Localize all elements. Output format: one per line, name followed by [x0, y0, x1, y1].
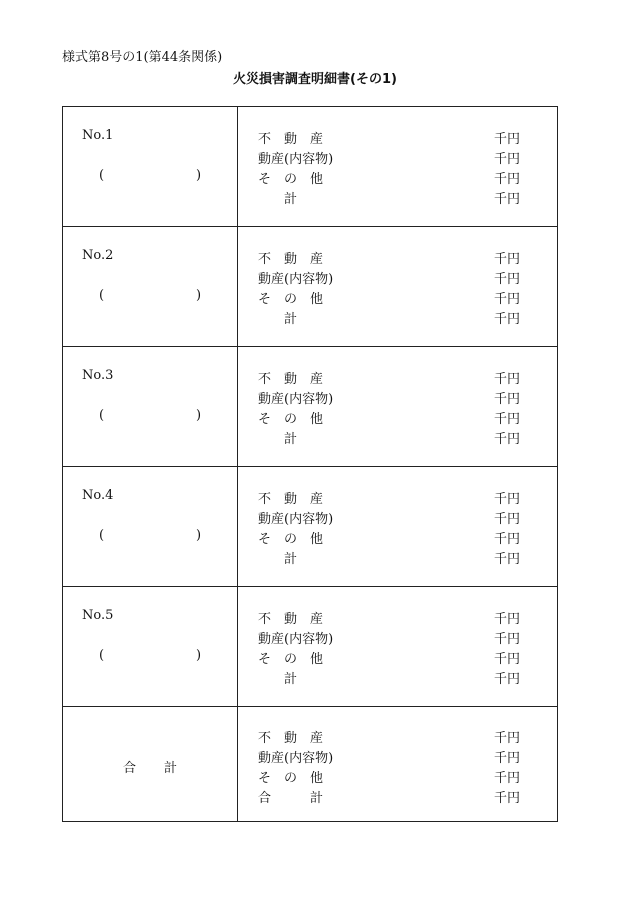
- line-label: そ の 他: [258, 172, 324, 187]
- total-label-b: 計: [164, 761, 178, 776]
- table-row: [63, 227, 557, 347]
- line-item-real-estate: [238, 727, 557, 747]
- unit-label: 千円: [494, 771, 521, 786]
- paren-open: (: [99, 408, 105, 423]
- unit-label: 千円: [494, 652, 521, 667]
- unit-label: 千円: [494, 272, 521, 287]
- unit-label: 千円: [494, 552, 521, 567]
- line-item-movables: [238, 747, 557, 767]
- entry-number: No.2: [82, 248, 114, 263]
- total-label-a: 合: [123, 761, 137, 776]
- unit-label: 千円: [494, 432, 521, 447]
- paren-open: (: [99, 648, 105, 663]
- unit-label: 千円: [494, 152, 521, 167]
- line-item-other: [238, 767, 557, 787]
- unit-label: 千円: [494, 192, 521, 207]
- line-item-movables: [238, 508, 557, 528]
- total-label-cell: [63, 707, 238, 821]
- line-label: 不 動 産: [258, 612, 324, 627]
- table-row: [63, 107, 557, 227]
- document-title: 火災損害調査明細書(その1): [233, 72, 397, 87]
- entry-id-cell: [63, 587, 238, 706]
- line-label: 不 動 産: [258, 132, 324, 147]
- line-label: そ の 他: [258, 412, 324, 427]
- line-item-real-estate: [238, 248, 557, 268]
- line-label: 動産(内容物): [258, 632, 334, 647]
- line-label: 計: [258, 432, 298, 447]
- line-item-movables: [238, 148, 557, 168]
- paren-close: ): [196, 648, 202, 663]
- line-label: 動産(内容物): [258, 751, 334, 766]
- line-item-subtotal: [238, 188, 557, 208]
- line-item-other: [238, 168, 557, 188]
- line-item-real-estate: [238, 128, 557, 148]
- line-label: 計: [258, 312, 298, 327]
- entry-number: No.5: [82, 608, 114, 623]
- paren-open: (: [99, 288, 105, 303]
- amount-cell: [238, 467, 557, 586]
- line-label: 計: [258, 672, 298, 687]
- paren-close: ): [196, 168, 202, 183]
- paren-close: ): [196, 528, 202, 543]
- line-item-grand-total: [238, 787, 557, 807]
- unit-label: 千円: [494, 492, 521, 507]
- line-label: そ の 他: [258, 652, 324, 667]
- total-label: [123, 757, 177, 776]
- entry-number: No.1: [82, 128, 114, 143]
- entry-id-cell: [63, 107, 238, 226]
- line-item-other: [238, 528, 557, 548]
- line-item-subtotal: [238, 428, 557, 448]
- paren-close: ): [196, 288, 202, 303]
- line-label: 不 動 産: [258, 492, 324, 507]
- line-item-subtotal: [238, 548, 557, 568]
- line-item-movables: [238, 388, 557, 408]
- unit-label: 千円: [494, 751, 521, 766]
- amount-cell: [238, 227, 557, 346]
- line-label: そ の 他: [258, 532, 324, 547]
- unit-label: 千円: [494, 632, 521, 647]
- line-item-other: [238, 648, 557, 668]
- table-row: [63, 587, 557, 707]
- line-label: 不 動 産: [258, 252, 324, 267]
- paren-close: ): [196, 408, 202, 423]
- line-label: 計: [258, 192, 298, 207]
- line-label: 不 動 産: [258, 731, 324, 746]
- paren-open: (: [99, 168, 105, 183]
- unit-label: 千円: [494, 412, 521, 427]
- line-label: 動産(内容物): [258, 392, 334, 407]
- amount-cell: [238, 107, 557, 226]
- entry-number: No.4: [82, 488, 114, 503]
- unit-label: 千円: [494, 532, 521, 547]
- line-label: 計: [258, 552, 298, 567]
- unit-label: 千円: [494, 172, 521, 187]
- line-item-movables: [238, 268, 557, 288]
- unit-label: 千円: [494, 252, 521, 267]
- entry-id-cell: [63, 347, 238, 466]
- unit-label: 千円: [494, 132, 521, 147]
- paren-open: (: [99, 528, 105, 543]
- unit-label: 千円: [494, 672, 521, 687]
- unit-label: 千円: [494, 612, 521, 627]
- unit-label: 千円: [494, 512, 521, 527]
- unit-label: 千円: [494, 312, 521, 327]
- unit-label: 千円: [494, 372, 521, 387]
- amount-cell: [238, 347, 557, 466]
- line-label: 動産(内容物): [258, 272, 334, 287]
- line-item-subtotal: [238, 668, 557, 688]
- line-item-subtotal: [238, 308, 557, 328]
- line-label: そ の 他: [258, 292, 324, 307]
- unit-label: 千円: [494, 731, 521, 746]
- line-label: 動産(内容物): [258, 152, 334, 167]
- line-label: そ の 他: [258, 771, 324, 786]
- damage-detail-table: [62, 106, 558, 822]
- amount-cell: [238, 587, 557, 706]
- amount-cell: [238, 707, 557, 821]
- entry-number: No.3: [82, 368, 114, 383]
- table-row: [63, 467, 557, 587]
- form-reference: 様式第8号の1(第44条関係): [62, 50, 223, 65]
- table-row: [63, 347, 557, 467]
- line-item-other: [238, 408, 557, 428]
- total-row: [63, 707, 557, 821]
- line-label: 不 動 産: [258, 372, 324, 387]
- unit-label: 千円: [494, 292, 521, 307]
- unit-label: 千円: [494, 791, 521, 806]
- unit-label: 千円: [494, 392, 521, 407]
- line-label: 動産(内容物): [258, 512, 334, 527]
- line-item-real-estate: [238, 368, 557, 388]
- line-item-other: [238, 288, 557, 308]
- line-item-real-estate: [238, 608, 557, 628]
- entry-id-cell: [63, 227, 238, 346]
- line-label: 合 計: [258, 791, 324, 806]
- line-item-movables: [238, 628, 557, 648]
- entry-id-cell: [63, 467, 238, 586]
- line-item-real-estate: [238, 488, 557, 508]
